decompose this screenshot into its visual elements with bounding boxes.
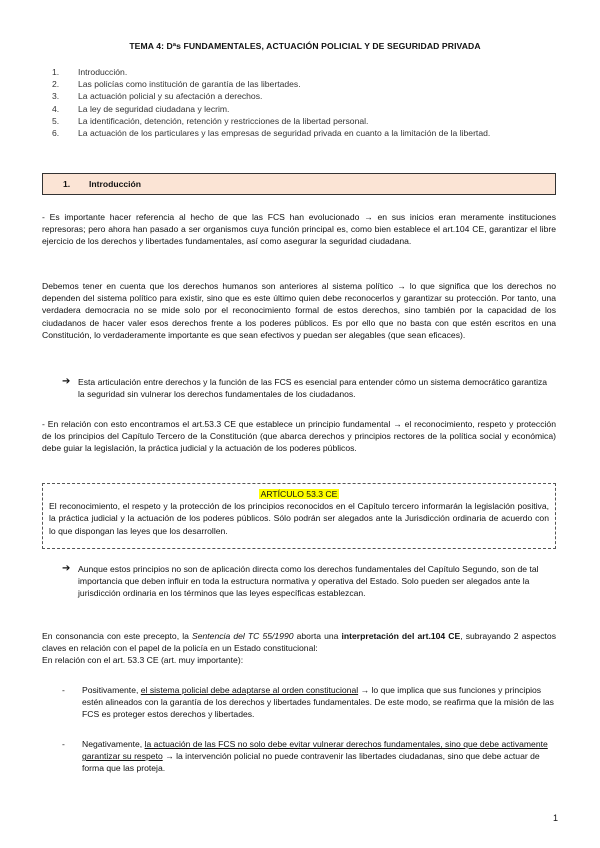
toc-item: 2. Las policías como institución de garantía de las libertades. xyxy=(52,79,301,90)
section-title: Introducción xyxy=(89,178,142,189)
section-header-introduccion xyxy=(42,173,556,195)
section-number: 1. xyxy=(63,178,71,189)
dash-item-negative: - Negativamente, la actuación de las FCS no solo debe evitar vulnerar derechos fundamentales, sino que debe activamente garantizar su respeto → la intervención policial no puede contravenir las libertades ciudadanas, sino que debe actuar de forma que las proteja. xyxy=(62,739,548,774)
paragraph-human-rights: Debemos tener en cuenta que los derechos humanos son anteriores al sistema político → lo que significa que los derechos no dependen del sistema político para existir, sino que es este último quien debe reconocerlos y garantizar su protección. Por tanto, una verdadera democracia no se mide solo por el reconocimiento formal de estos derechos, sino también por la capacidad de los ciudadanos de hacer valer esos derechos frente a los poderes públicos. Es por ello que no basta con que estén escritos en una Constitución, lo verdaderamente importante es que sean efectivos y puedan ser alegables (que sean eficaces). xyxy=(42,281,556,340)
toc-item: 3. La actuación policial y su afectación a derechos. xyxy=(52,91,263,102)
paragraph-stc-55-1990: En consonancia con este precepto, la Sentencia del TC 55/1990 aborta una interpretación del art.104 CE, subrayando 2 aspectos claves en relación con el papel de la policía en un Estado constitucional: En relación con el art. 53.3 CE (art. muy importante): xyxy=(42,631,556,666)
paragraph-fcs-evolution: - Es importante hacer referencia al hecho de que las FCS han evolucionado → en sus inicios eran meramente instituciones represoras; pero ahora han pasado a ser organismos cuya función principal es, como bien establece el art.104 CE, garantizar el libre ejercicio de los derechos y libertades fundamentales, así como asegurar la seguridad ciudadana. xyxy=(42,212,556,247)
toc-item: 5. La identificación, detención, retención y restricciones de la libertad personal. xyxy=(52,115,369,126)
toc-item: 1. Introducción. xyxy=(52,67,128,77)
toc-item: 4. La ley de seguridad ciudadana y lecrim. xyxy=(52,103,230,114)
arrow-right-icon: ➔ xyxy=(62,376,71,387)
arrow-bullet-articulation: ➔ Esta articulación entre derechos y la función de las FCS es esencial para entender cómo un sistema democrático garantiza la seguridad sin vulnerar los derechos fundamentales de los ciudadanos. xyxy=(62,376,548,400)
page-number: 1 xyxy=(552,813,558,823)
toc-item: 6. La actuación de los particulares y las empresas de seguridad privada en cuanto a la limitación de la libertad. xyxy=(52,128,491,139)
paragraph-art-53-3: - En relación con esto encontramos el art.53.3 CE que establece un principio fundamental → el reconocimiento, respeto y protección de los principios del Capítulo Tercero de la Constitución (que abarca derechos y principios rectores de la política social y económica) debe guiar la legislación, la práctica judicial y la actuación de los poderes públicos. xyxy=(42,419,556,454)
table-of-contents xyxy=(52,66,552,139)
article-text: El reconocimiento, el respeto y la protección de los principios reconocidos en el Capítulo tercero informarán la legislación positiva, la práctica judicial y la actuación de los poderes públicos. Sólo podrán ser alegados ante la Jurisdicción ordinaria de acuerdo con lo que dispongan las leyes que los desarrollen. xyxy=(49,501,549,536)
document-title: TEMA 4: Dªs FUNDAMENTALES, ACTUACIÓN POLICIAL Y DE SEGURIDAD PRIVADA xyxy=(129,41,481,51)
article-quote-box xyxy=(42,483,556,549)
dash-item-positive: - Positivamente, el sistema policial debe adaptarse al orden constitucional → lo que implica que sus funciones y principios estén alineados con la garantía de los derechos y libertades fundamentales. De este modo, se reafirma que la misión de las FCS es proteger estos derechos y libertades. xyxy=(62,685,554,720)
arrow-bullet-principles: ➔ Aunque estos principios no son de aplicación directa como los derechos fundamentales del Capítulo Segundo, son de tal importancia que deben influir en toda la estructura normativa y operativa del Estado. Solo pueden ser alegados ante la jurisdicción ordinaria en los términos que las leyes específicas establezcan. xyxy=(62,563,539,599)
article-title: ARTÍCULO 53.3 CE xyxy=(260,489,338,499)
arrow-right-icon: ➔ xyxy=(62,563,71,574)
judgment-reference: Sentencia del TC 55/1990 xyxy=(192,631,294,641)
